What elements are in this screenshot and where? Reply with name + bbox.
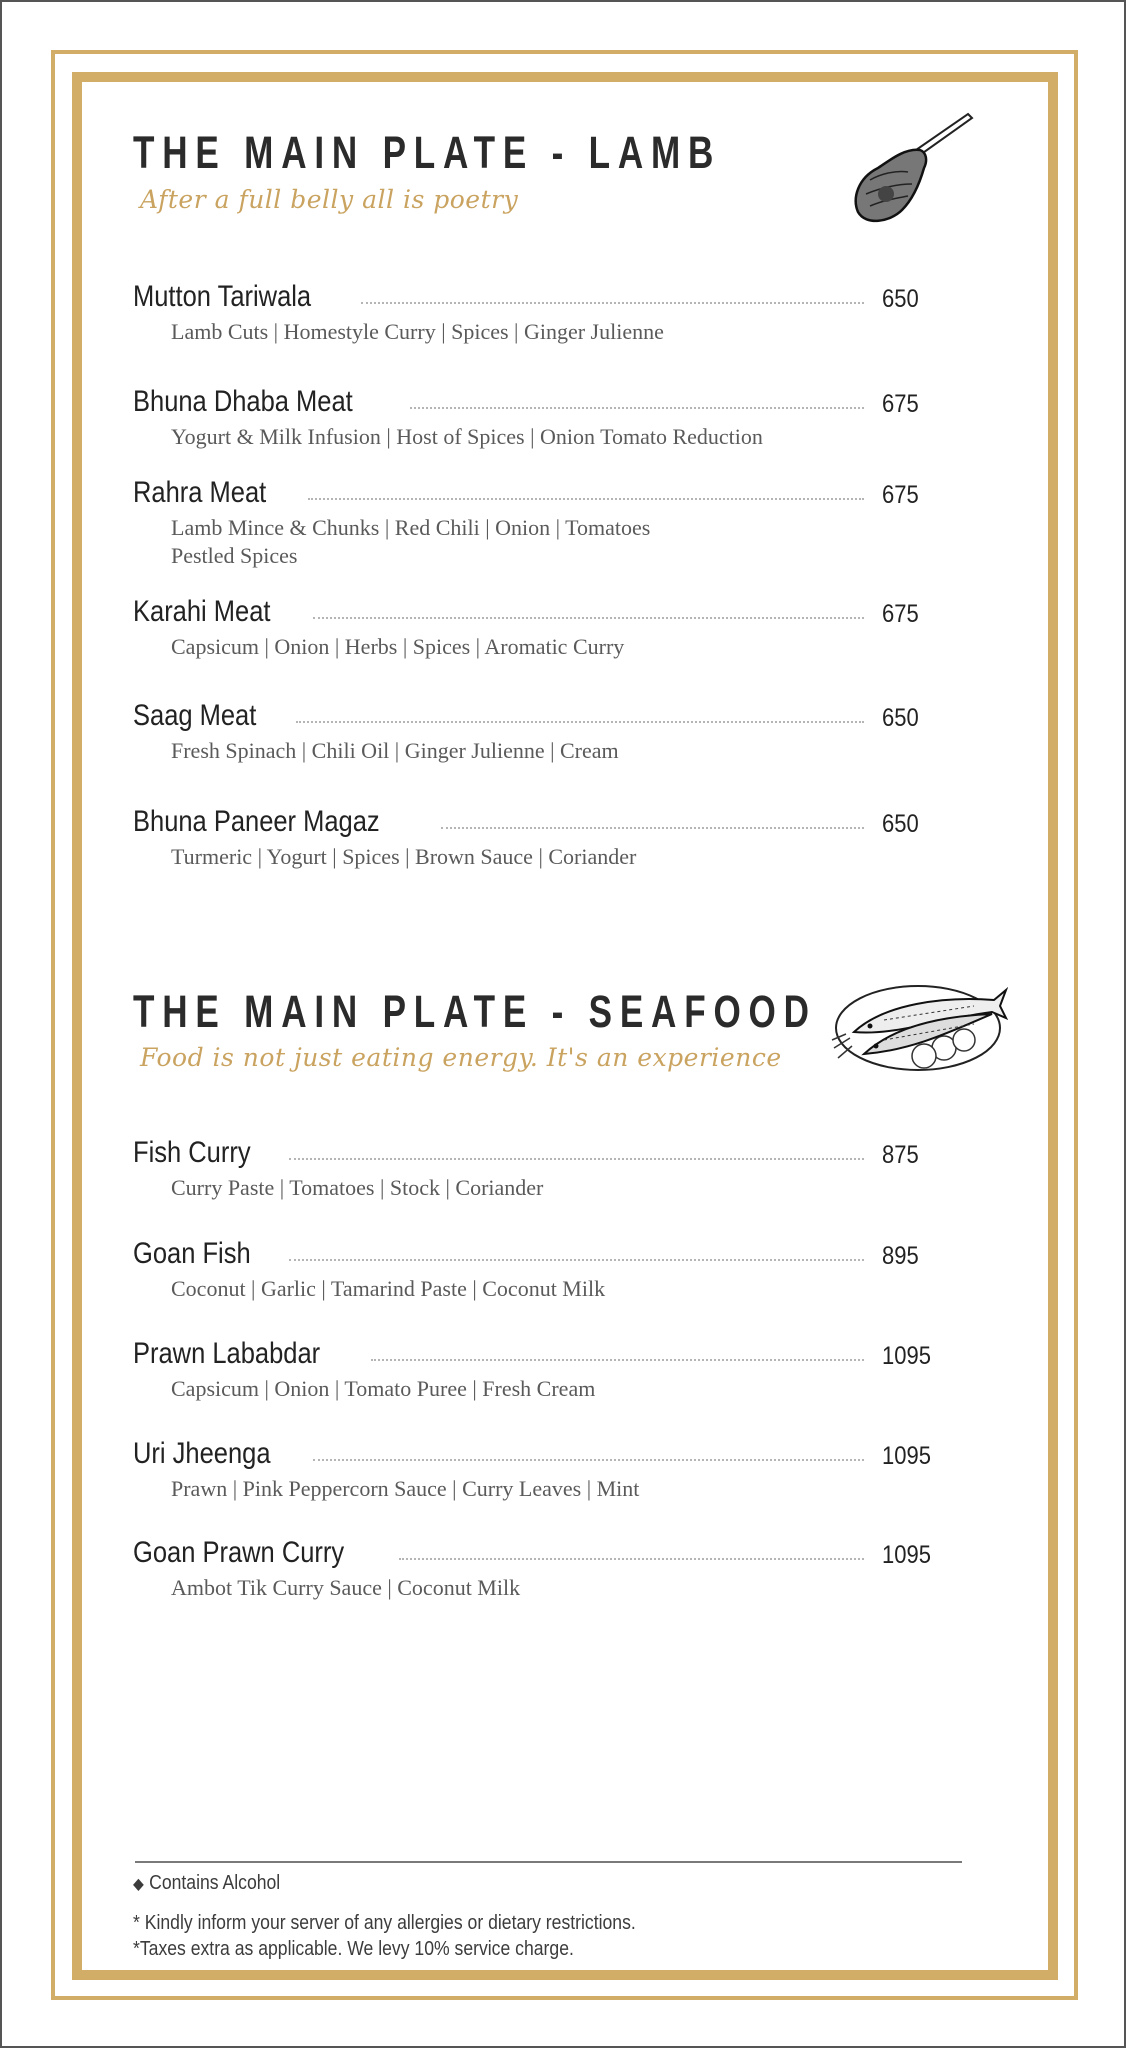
item-description: Turmeric | Yogurt | Spices | Brown Sauce | Coriander <box>171 844 637 869</box>
dotted-leader <box>289 1157 864 1160</box>
dotted-leader <box>296 720 864 723</box>
lamb-chop-icon <box>850 110 976 228</box>
footer-divider <box>135 1861 962 1863</box>
legend-label: Contains Alcohol <box>149 1872 281 1894</box>
menu-item <box>133 385 938 451</box>
dotted-leader <box>361 301 864 304</box>
menu-item <box>133 699 938 765</box>
dotted-leader <box>399 1557 864 1560</box>
menu-item <box>133 280 938 346</box>
dotted-leader <box>313 1458 864 1461</box>
menu-item <box>133 1136 938 1202</box>
item-price: 650 <box>882 810 919 838</box>
menu-item <box>133 1536 938 1602</box>
item-name: Goan Fish <box>133 1237 251 1270</box>
section-tagline-seafood: Food is not just eating energy. It's an experience <box>140 1043 782 1072</box>
item-description: Capsicum | Onion | Herbs | Spices | Aromatic Curry <box>171 634 625 659</box>
item-description: Yogurt & Milk Infusion | Host of Spices | Onion Tomato Reduction <box>171 424 763 449</box>
item-price: 675 <box>882 600 919 628</box>
note-taxes: *Taxes extra as applicable. We levy 10% service charge. <box>133 1938 574 1960</box>
item-name: Bhuna Dhaba Meat <box>133 385 353 418</box>
menu-item <box>133 595 938 661</box>
menu-item <box>133 1237 938 1303</box>
item-description: Coconut | Garlic | Tamarind Paste | Coconut Milk <box>171 1276 606 1301</box>
menu-item <box>133 1437 938 1503</box>
item-name: Bhuna Paneer Magaz <box>133 805 380 838</box>
note-allergies: * Kindly inform your server of any allergies or dietary restrictions. <box>133 1912 636 1934</box>
item-description: Prawn | Pink Peppercorn Sauce | Curry Leaves | Mint <box>171 1476 640 1501</box>
item-name: Mutton Tariwala <box>133 280 312 313</box>
item-price: 1095 <box>882 1442 931 1470</box>
item-description: Lamb Cuts | Homestyle Curry | Spices | Ginger Julienne <box>171 319 664 344</box>
item-price: 895 <box>882 1242 919 1270</box>
section-tagline-lamb: After a full belly all is poetry <box>140 185 519 214</box>
fish-platter-icon <box>824 974 1008 1078</box>
item-description: Ambot Tik Curry Sauce | Coconut Milk <box>171 1575 521 1600</box>
item-price: 1095 <box>882 1541 931 1569</box>
dotted-leader <box>289 1258 864 1261</box>
item-name: Goan Prawn Curry <box>133 1536 345 1569</box>
dotted-leader <box>441 826 864 829</box>
dotted-leader <box>308 497 864 500</box>
dotted-leader <box>371 1358 864 1361</box>
item-price: 875 <box>882 1141 919 1169</box>
item-price: 650 <box>882 704 919 732</box>
item-name: Rahra Meat <box>133 476 267 509</box>
item-name: Saag Meat <box>133 699 257 732</box>
legend-contains-alcohol <box>133 1872 280 1895</box>
item-name: Prawn Lababdar <box>133 1337 321 1370</box>
menu-item <box>133 805 938 871</box>
menu-item <box>133 1337 938 1403</box>
item-description: Curry Paste | Tomatoes | Stock | Coriander <box>171 1175 544 1200</box>
item-description: Lamb Mince & Chunks | Red Chili | Onion | Tomatoes <box>171 515 651 540</box>
section-title-seafood: THE MAIN PLATE - SEAFOOD <box>133 986 817 1037</box>
section-title-lamb: THE MAIN PLATE - LAMB <box>133 127 722 178</box>
item-name: Uri Jheenga <box>133 1437 271 1470</box>
item-description: Capsicum | Onion | Tomato Puree | Fresh Cream <box>171 1376 596 1401</box>
item-price: 1095 <box>882 1342 931 1370</box>
item-name: Fish Curry <box>133 1136 251 1169</box>
item-name: Karahi Meat <box>133 595 271 628</box>
dotted-leader <box>410 406 864 409</box>
diamond-icon: ◆ <box>133 1876 144 1893</box>
item-price: 675 <box>882 481 919 509</box>
menu-item <box>133 476 938 570</box>
item-description: Fresh Spinach | Chili Oil | Ginger Julienne | Cream <box>171 738 619 763</box>
item-price: 675 <box>882 390 919 418</box>
item-description-line2: Pestled Spices <box>171 543 298 568</box>
item-price: 650 <box>882 285 919 313</box>
dotted-leader <box>313 616 864 619</box>
